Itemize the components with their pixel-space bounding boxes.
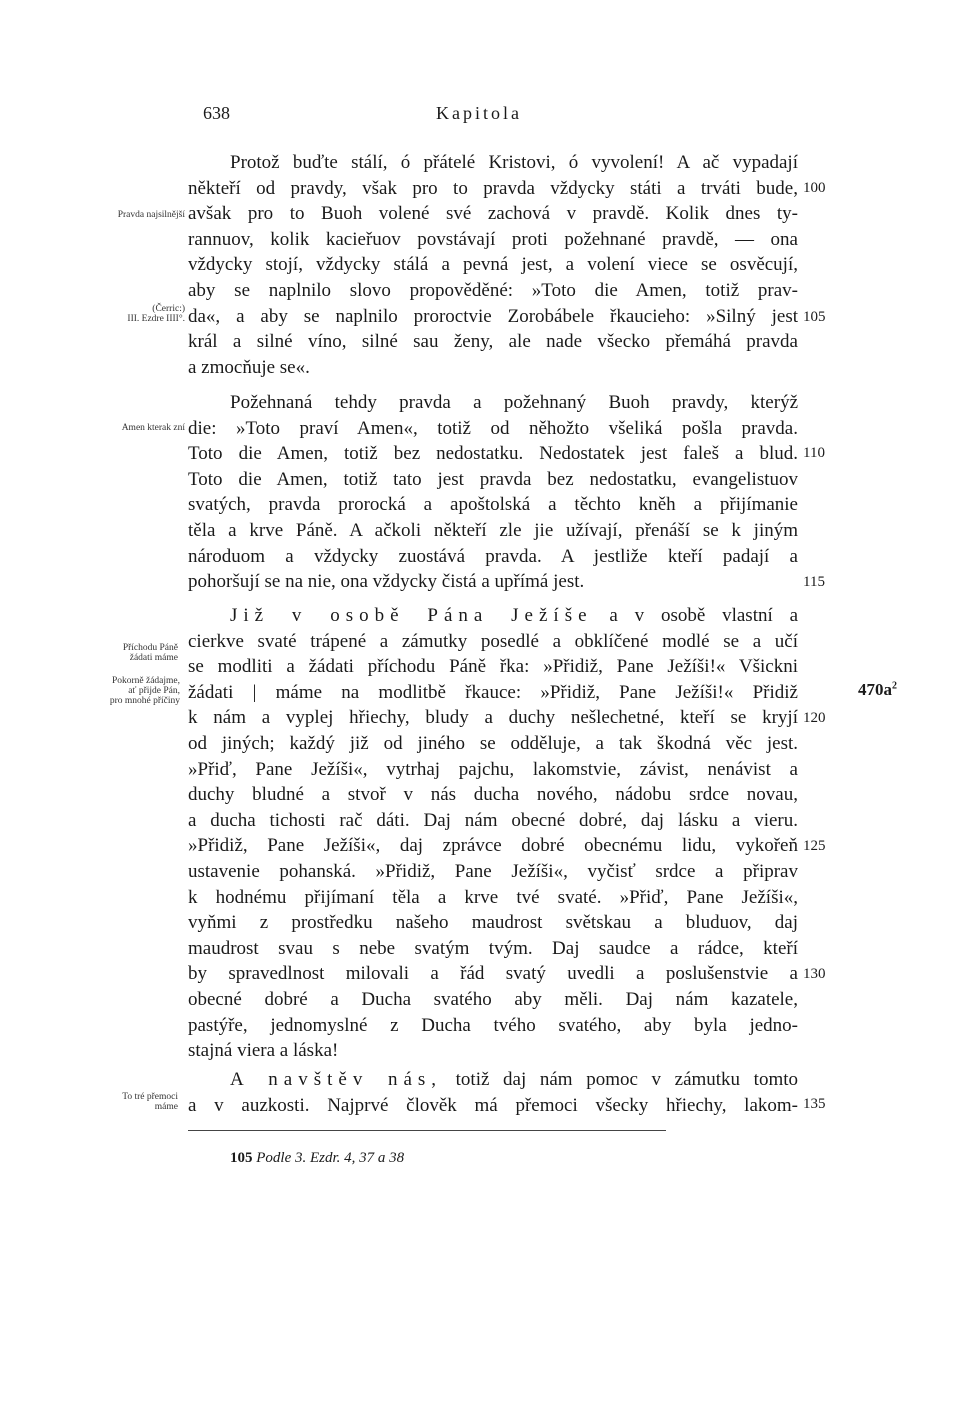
- text-line: ustavenie pohanská. »Přidiž, Pane Ježíši«, vyčisť srdce a připrav: [188, 860, 798, 882]
- footnote-text: Podle 3. Ezdr. 4, 37 a 38: [256, 1150, 405, 1166]
- text-line: svatých, pravda prorocká a apoštolská a těchto kněh a přijímanie: [188, 494, 798, 516]
- line-number: 130: [803, 966, 826, 982]
- text-line: pohoršují se na nie, ona vždycky čistá a upřímá jest.: [188, 571, 585, 593]
- footnote-rule: [188, 1130, 666, 1131]
- margin-note-line: ať přijde Pán,: [128, 686, 180, 696]
- spaced-lead: Již v osobě Pána Ježíše: [230, 605, 593, 626]
- running-title: Kapitola: [436, 103, 522, 123]
- text-line: cierkve svaté trápené a zámutky posedlé a obklíčené modlé se a učí: [188, 630, 798, 652]
- text-line: a zmocňuje se«.: [188, 356, 310, 378]
- spaced-lead: A navštěv nás,: [230, 1069, 443, 1090]
- text-line: [188, 1067, 798, 1093]
- line-number: 135: [803, 1096, 826, 1112]
- text-line: avšak pro to Buoh volené své zachová v pravdě. Kolik dnes ty-: [188, 203, 798, 225]
- text-line: Toto die Amen, totiž bez nedostatku. Nedostatek jest faleš a blud.: [188, 443, 798, 465]
- line-number: 100: [803, 180, 826, 196]
- side-reference-text: 470a: [858, 680, 892, 699]
- margin-note-line: Příchodu Páně: [122, 643, 178, 653]
- margin-note: [40, 676, 180, 706]
- text-line: stajná viera a láska!: [188, 1040, 339, 1062]
- margin-note: [60, 210, 185, 220]
- text-line: král a silné víno, silné sau ženy, ale nade všecko přemáhá pravda: [188, 331, 798, 353]
- lead-rest: totiž daj nám pomoc v zámutku tomto: [455, 1069, 799, 1090]
- text-line: těla a krve Páně. A ačkoli někteří zle jie užívají, přenáší se k jiným: [188, 519, 798, 541]
- margin-note-line: III. Ezdre IIII°.: [127, 314, 185, 324]
- line-number: 120: [803, 710, 826, 726]
- text-line: někteří od pravdy, však pro to pravda vždycky státi a trváti bude,: [188, 177, 798, 199]
- margin-note-line: (Čerric:): [152, 304, 185, 314]
- text-line: by spravedlnost milovali a řád svatý uvedli a poslušenstvie a: [188, 963, 798, 985]
- line-number: 110: [803, 445, 825, 461]
- text-line: aby se naplnilo slovo propověděné: »Toto die Amen, totiž prav-: [188, 279, 798, 301]
- text-line: duchy bludné a stvoř v nás ducha nového, nádobu srdce novau,: [188, 784, 798, 806]
- text-line: Protož buďte stálí, ó přátelé Kristovi, ó vyvolení! A ač vypadají: [230, 152, 798, 173]
- footnote-number: 105: [230, 1150, 253, 1166]
- lead-rest: a v osobě vlastní a: [609, 605, 799, 626]
- margin-note-line: Pokorně žádajme,: [111, 676, 180, 686]
- text-line: od jiných; každý již od jiného se odděluje, a tak škodná věc jest.: [188, 732, 798, 754]
- text-line: národuom a vždycky zuostává pravda. A jestliže kteří padají a: [188, 545, 798, 567]
- text-line: a ducha tichosti rač dáti. Daj nám obecné dobré, daj lásku a vieru.: [188, 809, 798, 831]
- text-line: »Přidiž, Pane Ježíši«, daj zprávce dobré obecnému lidu, vykořeň: [188, 835, 798, 857]
- text-line: vyňmi z prostředku našeho maudrost světskau a bluduov, daj: [188, 912, 798, 934]
- text-line: k hodnému přijímaní těla a krve tvé svaté. »Přiď, Pane Ježíši«,: [188, 886, 798, 908]
- paragraph-3: [188, 603, 798, 1064]
- line-number: 125: [803, 838, 826, 854]
- text-line: žádati | máme na modlitbě řkauce: »Přidiž, Pane Ježíši!« Přidiž: [188, 681, 798, 703]
- text-line: Požehnaná tehdy pravda a požehnaný Buoh pravdy, kterýž: [230, 392, 798, 413]
- margin-note-line: Pravda najsilnější: [117, 210, 185, 220]
- text-line: a v auzkosti. Najprvé člověk má přemoci všecky hřiechy, lakom-: [188, 1094, 798, 1116]
- side-reference: [858, 680, 897, 700]
- margin-note: [40, 1092, 178, 1112]
- text-line: »Přiď, Pane Ježíši«, vytrhaj pajchu, lakomstvie, závist, nenávist a: [188, 758, 798, 780]
- text-line: obecné dobré a Ducha svatého aby měli. Daj nám kazatele,: [188, 988, 798, 1010]
- text-line: da«, a aby se naplnilo proroctvie Zorobábele řkaucieho: »Silný jest: [188, 305, 798, 327]
- margin-note: [40, 643, 178, 663]
- text-line: maudrost svau s nebe svatým tvým. Daj saudce a rádce, kteří: [188, 937, 798, 959]
- line-number: 115: [803, 574, 825, 590]
- text-line: Toto die Amen, totiž tato jest pravda bez nedostatku, evangelistuov: [188, 468, 798, 490]
- text-line: pastýře, jednomyslné z Ducha tvého svatého, aby byla jedno-: [188, 1014, 798, 1036]
- text-line: k nám a vyplej hřiechy, bludy a duchy nešlechetné, kteří se kryjí: [188, 707, 798, 729]
- text-line: die: »Toto praví Amen«, totiž od něhožto všeliká pošla pravda.: [188, 417, 798, 439]
- margin-note-line: pro mnohé příčiny: [109, 696, 180, 706]
- paragraph-4: [188, 1067, 798, 1118]
- page-number: 638: [203, 103, 230, 123]
- margin-note-line: máme: [154, 1102, 178, 1112]
- line-number: 105: [803, 309, 826, 325]
- footnote: [230, 1150, 404, 1167]
- margin-note-line: To tré přemoci: [122, 1092, 178, 1102]
- margin-note: [60, 423, 185, 433]
- text-line: rannuov, kolik kacieřuov povstávají proti požehnané pravdě, — ona: [188, 228, 798, 250]
- margin-note-line: žádati máme: [129, 653, 178, 663]
- text-line: [188, 603, 798, 629]
- paragraph-2: [188, 390, 798, 595]
- margin-note-line: Amen kterak zní: [121, 423, 185, 433]
- text-line: se modliti a žádati příchodu Páně řka: »Přidiž, Pane Ježíši!« Všickni: [188, 656, 798, 678]
- text-line: vždycky stojí, vždycky stálá a pevná jest, a volení viece se osvěcují,: [188, 254, 798, 276]
- paragraph-1: [188, 150, 798, 380]
- margin-note: [60, 304, 185, 324]
- side-reference-sup: 2: [892, 680, 897, 692]
